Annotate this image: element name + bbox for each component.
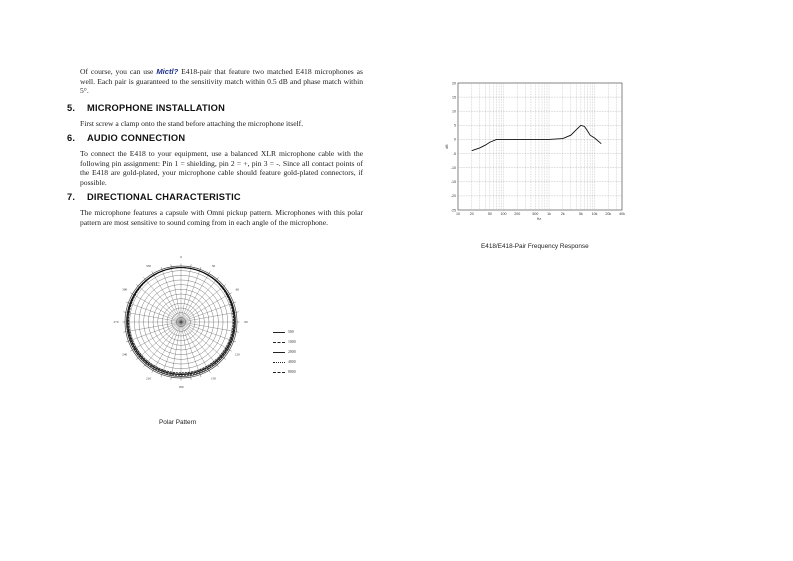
x-tick-label: 200 xyxy=(514,212,521,216)
y-tick-label: -5 xyxy=(452,151,456,156)
legend-label: 1000 xyxy=(288,340,296,344)
x-tick-label: 5k xyxy=(578,212,583,216)
section-heading-directional xyxy=(67,192,241,202)
y-tick-label: -15 xyxy=(450,180,456,185)
polar-angle-label: 180 xyxy=(178,385,184,390)
polar-tick xyxy=(136,358,138,360)
section-heading-installation xyxy=(67,103,225,113)
polar-tick xyxy=(130,293,132,294)
polar-tick xyxy=(136,284,138,286)
polar-tick xyxy=(126,302,128,303)
x-tick-label: 20k xyxy=(605,212,612,216)
polar-angle-label: 90 xyxy=(244,320,248,325)
polar-tick xyxy=(130,350,132,351)
polar-pattern-chart xyxy=(96,246,266,398)
legend-line-swatch xyxy=(273,372,285,373)
y-tick-label: -20 xyxy=(450,194,456,199)
polar-angle-label: 120 xyxy=(234,352,240,357)
polar-tick xyxy=(217,365,219,367)
legend-item xyxy=(273,357,296,367)
x-tick-label: 500 xyxy=(532,212,539,216)
y-tick-label: 10 xyxy=(452,109,456,114)
y-tick-label: -10 xyxy=(450,165,456,170)
polar-tick xyxy=(143,365,145,367)
x-tick-label: 100 xyxy=(500,212,507,216)
legend-label: 500 xyxy=(288,330,294,334)
polar-tick xyxy=(143,277,145,279)
polar-angle-label: 0 xyxy=(180,255,182,260)
polar-tick xyxy=(234,302,236,303)
section-title: AUDIO CONNECTION xyxy=(87,133,186,143)
polar-angle-label: 270 xyxy=(113,320,119,325)
legend-item xyxy=(273,337,296,347)
polar-tick xyxy=(152,370,153,372)
y-tick-label: 5 xyxy=(454,123,456,128)
polar-legend xyxy=(273,327,296,377)
frequency-caption: E418/E418-Pair Frequency Response xyxy=(481,243,589,250)
y-tick-label: 20 xyxy=(452,81,456,86)
legend-line-swatch xyxy=(273,332,285,333)
polar-tick xyxy=(152,271,153,273)
polar-angle-label: 60 xyxy=(235,287,239,292)
polar-angle-label: 30 xyxy=(211,263,216,268)
y-axis-label: dB xyxy=(445,144,449,149)
polar-angle-label: 210 xyxy=(145,376,152,381)
polar-tick xyxy=(126,341,128,342)
x-tick-label: 1k xyxy=(547,212,551,216)
legend-line-swatch xyxy=(273,342,285,343)
polar-tick xyxy=(161,267,162,269)
polar-tick xyxy=(229,350,231,351)
x-tick-label: 50 xyxy=(487,212,492,216)
polar-angle-label: 330 xyxy=(145,263,152,268)
frequency-response-chart xyxy=(444,80,634,222)
section-body-installation: First screw a clamp onto the stand before attaching the microphone itself. xyxy=(80,119,304,128)
legend-item xyxy=(273,327,296,337)
polar-tick xyxy=(234,341,236,342)
polar-angle-label: 150 xyxy=(210,376,217,381)
legend-label: 8000 xyxy=(288,370,296,374)
section-number: 5. xyxy=(67,103,76,113)
legend-item xyxy=(273,367,296,377)
section-body-directional: The microphone features a capsule with Omni pickup pattern. Microphones with this polar pattern are most sensitive to sound coming from in each angle of the microphone. xyxy=(80,208,363,227)
x-tick-label: 10 xyxy=(456,212,460,216)
legend-line-swatch xyxy=(273,352,285,353)
polar-tick xyxy=(209,370,210,372)
polar-tick xyxy=(200,375,201,377)
intro-text-after: E418-pair that feature two matched E418 microphones as well. Each pair is guaranteed to the sensitivity match within 0.5 dB and phase match within 5°. xyxy=(80,67,363,96)
legend-line-swatch xyxy=(273,362,285,363)
polar-caption: Polar Pattern xyxy=(159,419,197,426)
intro-paragraph xyxy=(80,67,363,96)
polar-tick xyxy=(224,358,226,360)
section-number: 7. xyxy=(67,192,76,202)
polar-angle-label: 300 xyxy=(122,287,128,292)
polar-tick xyxy=(229,293,231,294)
x-tick-label: 10k xyxy=(591,212,598,216)
polar-angle-label: 240 xyxy=(122,352,128,357)
polar-tick xyxy=(217,277,219,279)
section-body-audio-connection: To connect the E418 to your equipment, use a balanced XLR microphone cable with the following pin assignment: Pin 1 = shielding, pin 2 = +, pin 3 = -. Since all contact points of the E418 are gold-plated, your microphone cable should feature gold-plated connectors, if possible. xyxy=(80,149,363,187)
polar-tick xyxy=(224,284,226,286)
section-title: DIRECTIONAL CHARACTERISTIC xyxy=(87,192,241,202)
y-tick-label: -25 xyxy=(450,208,456,213)
polar-tick xyxy=(209,271,210,273)
section-title: MICROPHONE INSTALLATION xyxy=(87,103,226,113)
x-tick-label: 40k xyxy=(619,212,625,216)
legend-item xyxy=(273,347,296,357)
section-number: 6. xyxy=(67,133,76,143)
polar-tick xyxy=(161,375,162,377)
x-axis-label: Hz xyxy=(536,217,542,221)
brand-name: Mictl? xyxy=(156,67,179,76)
legend-label: 4000 xyxy=(288,360,296,364)
intro-text-before: Of course, you can use xyxy=(80,67,157,76)
x-tick-label: 2k xyxy=(560,212,565,216)
polar-tick xyxy=(200,267,201,269)
legend-label: 2000 xyxy=(288,350,296,354)
y-tick-label: 0 xyxy=(454,137,456,142)
y-tick-label: 15 xyxy=(452,95,456,100)
section-heading-audio-connection xyxy=(67,133,185,143)
x-tick-label: 20 xyxy=(469,212,474,216)
